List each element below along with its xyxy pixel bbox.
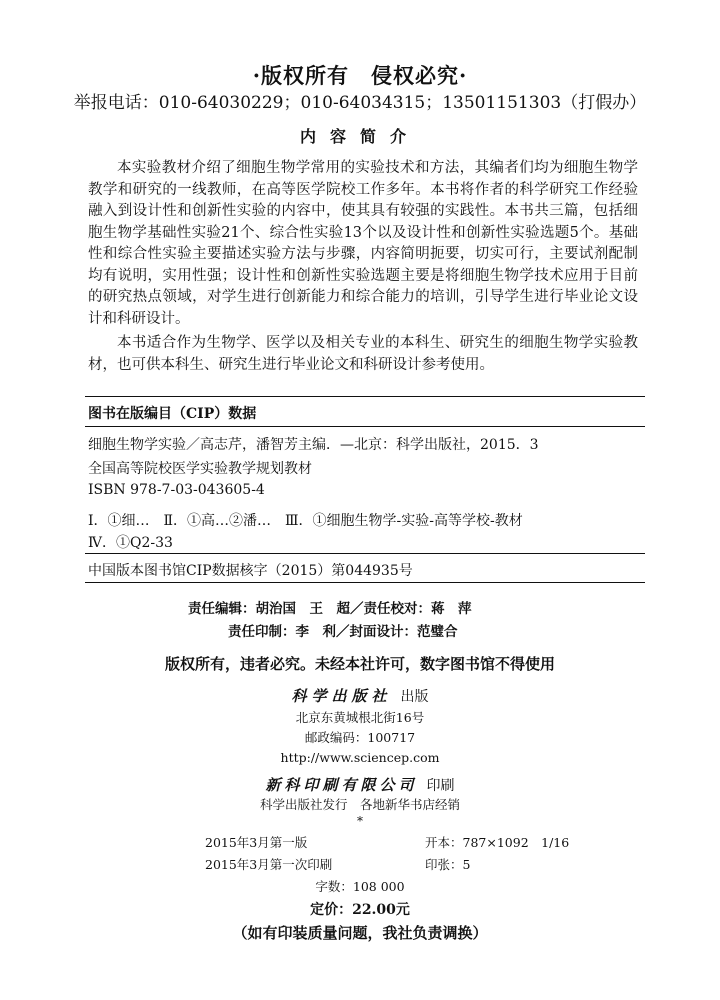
editor-credits: 责任编辑：胡治国 王 超／责任校对：蒋 萍: [188, 601, 472, 617]
publisher-suffix: 出版: [400, 689, 429, 705]
cip-line: ISBN 978-7-03-043605-4: [88, 482, 265, 498]
divider: [85, 426, 645, 427]
replacement-note: （如有印装质量问题，我社负责调换）: [232, 924, 488, 942]
cip-line: 全国高等院校医学实验教学规划教材: [88, 461, 312, 477]
printer-suffix: 印刷: [426, 778, 455, 794]
publisher-line: [0, 685, 720, 706]
distribution-line: 科学出版社发行 各地新华书店经销: [259, 797, 460, 812]
separator-star: *: [357, 814, 363, 828]
printer-logo: 新科印刷有限公司: [265, 776, 418, 794]
rights-notice: 版权所有，违者必究。未经本社许可，数字图书馆不得使用: [164, 655, 555, 673]
intro-paragraph: 本书适合作为生物学、医学以及相关专业的本科生、研究生的细胞生物学实验教材，也可供本科生、研究生进行毕业论文和科研设计参考使用。: [88, 335, 638, 373]
cip-line: 细胞生物学实验／高志芹，潘智芳主编．—北京：科学出版社，2015．3: [88, 437, 539, 453]
cip-line: Ⅰ．①细… Ⅱ．①高…②潘… Ⅲ．①细胞生物学-实验-高等学校-教材: [88, 513, 523, 529]
edition-date: 2015年3月第一版: [205, 835, 308, 850]
sheet-count: 印张：5: [425, 857, 471, 872]
publisher-url: http://www.sciencep.com: [280, 750, 440, 765]
printer-line: [0, 774, 720, 795]
cip-record-number: 中国版本图书馆CIP数据核字（2015）第044935号: [88, 563, 413, 579]
price: 定价：22.00元: [310, 902, 410, 918]
intro-heading: 内容简介: [299, 127, 420, 146]
production-credits: 责任印制：李 利／封面设计：范璧合: [228, 624, 458, 640]
publisher-postcode: 邮政编码：100717: [304, 730, 416, 745]
intro-paragraph: 本实验教材介绍了细胞生物学常用的实验技术和方法，其编者们均为细胞生物学教学和研究的一线教师，在高等医学院校工作多年。本书将作者的科学研究工作经验融入到设计性和创新性实验的内容中，使其具有较强的实践性。本书共三篇，包括细胞生物学基础性实验21个、综合性实验13个以及设计性和创新性实验选题5个。基础性和综合性实验主要描述实验方法与步骤，内容简明扼要，切实可行，主要试剂配制均有说明，实用性强；设计性和创新性实验选题主要是将细胞生物学技术应用于目前的研究热点领域，对学生进行创新能力和综合能力的培训，引导学生进行毕业论文设计和科研设计。: [88, 160, 638, 327]
report-phone-line: 举报电话：010-64030229；010-64034315；13501151303（打假办）: [73, 93, 647, 113]
printing-date: 2015年3月第一次印刷: [205, 857, 333, 872]
publisher-logo: 科学出版社: [291, 687, 392, 705]
copyright-title: ·版权所有 侵权必究·: [252, 63, 468, 88]
divider: [85, 396, 645, 397]
cip-line: Ⅳ．①Q2-33: [88, 535, 173, 551]
format-size: 开本：787×1092 1/16: [425, 835, 570, 850]
divider: [85, 582, 645, 583]
publisher-address: 北京东黄城根北街16号: [295, 710, 425, 725]
divider: [85, 553, 645, 554]
cip-heading: 图书在版编目（CIP）数据: [88, 406, 257, 422]
word-count: 字数：108 000: [315, 879, 405, 894]
